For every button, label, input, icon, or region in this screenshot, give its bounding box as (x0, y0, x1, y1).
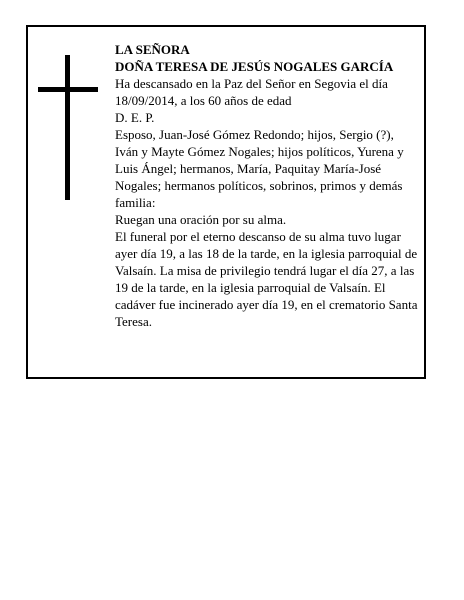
funeral-details: El funeral por el eterno descanso de su alma tuvo lugar ayer día 19, a las 18 de la tarde, en la iglesia parroquial de Valsaín. La misa de privilegio tendrá lugar el día 27, a las 19 de la tarde, en la iglesia parroquial de Valsaín. El cadáver fue incinerado ayer día 19, en el crematorio Santa Teresa. (115, 229, 418, 329)
deceased-name: DOÑA TERESA DE JESÚS NOGALES GARCÍA (115, 59, 394, 74)
cross-vertical-bar (65, 55, 70, 200)
rip-line: D. E. P. (115, 110, 155, 125)
notice-text (115, 41, 420, 330)
family-list: Esposo, Juan-José Gómez Redondo; hijos, Sergio (?), Iván y Mayte Gómez Nogales; hijos políticos, Yurena y Luis Ángel; hermanos, María, Paquitay María-José Nogales; hermanos políticos, sobrinos, primos y demás familia: (115, 127, 404, 210)
cross-icon (38, 55, 98, 200)
cross-horizontal-bar (38, 87, 98, 92)
obituary-notice (26, 25, 426, 379)
death-announcement: Ha descansado en la Paz del Señor en Segovia el día 18/09/2014, a los 60 años de edad (115, 76, 388, 108)
prayer-request: Ruegan una oración por su alma. (115, 212, 287, 227)
notice-title: LA SEÑORA (115, 42, 190, 57)
